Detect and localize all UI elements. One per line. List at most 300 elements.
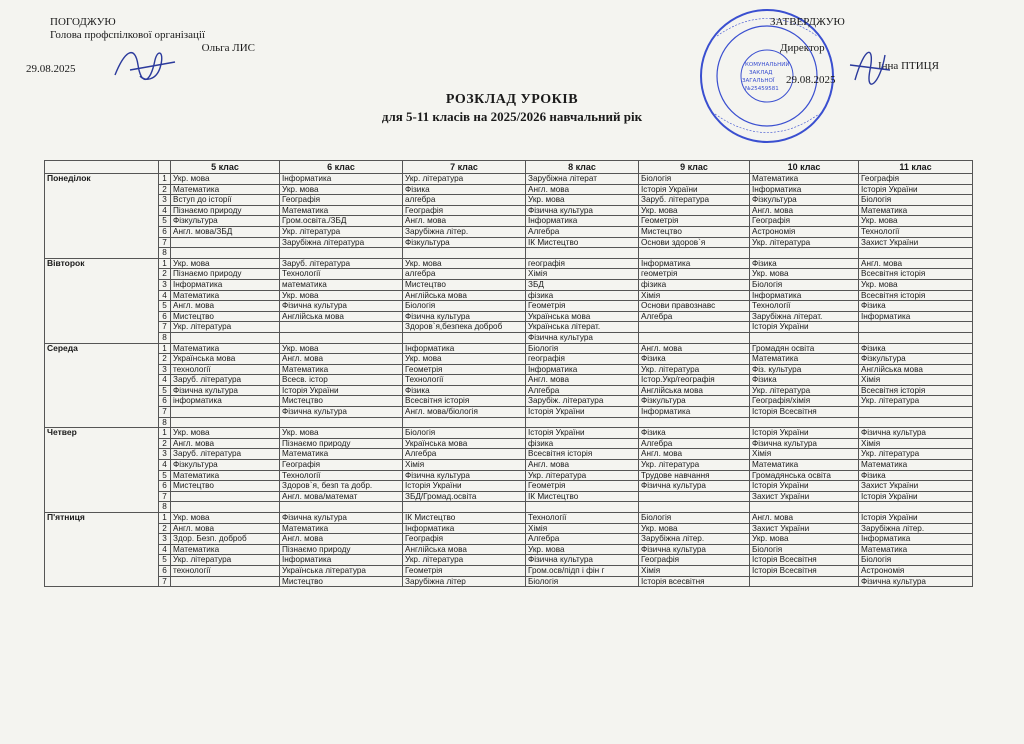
lesson-cell: Фізкультура (403, 237, 526, 248)
header-class-8: 8 клас (526, 161, 639, 174)
lesson-cell: Математика (171, 544, 280, 555)
lesson-cell: Зарубіжна літер. (859, 523, 973, 534)
schedule-header-row (45, 161, 973, 174)
lesson-cell: Фізична культура (639, 544, 750, 555)
lesson-cell: Англійська мова (403, 544, 526, 555)
lesson-cell: Математика (280, 523, 403, 534)
lesson-cell: Захист України (750, 491, 859, 502)
header-class-10: 10 клас (750, 161, 859, 174)
lesson-cell: Інформатика (280, 555, 403, 566)
schedule-row (45, 449, 973, 460)
lesson-cell: технології (171, 364, 280, 375)
schedule-row (45, 576, 973, 587)
lesson-cell: Фізика (639, 354, 750, 365)
lesson-number: 3 (159, 534, 171, 545)
lesson-cell: Технології (526, 513, 639, 524)
day-name: Четвер (45, 428, 159, 513)
lesson-cell: Українська літерат. (526, 322, 639, 333)
lesson-cell: Інформатика (859, 311, 973, 322)
lesson-cell: Зарубіжна літерат. (750, 311, 859, 322)
lesson-cell: Укр. мова (403, 258, 526, 269)
lesson-cell: Геометрія (639, 216, 750, 227)
lesson-cell: Мистецтво (171, 481, 280, 492)
schedule-row (45, 184, 973, 195)
lesson-cell: фізика (639, 279, 750, 290)
lesson-cell (750, 248, 859, 259)
lesson-cell: Мистецтво (280, 576, 403, 587)
lesson-cell: Географія (639, 555, 750, 566)
lesson-cell: ІК Мистецтво (403, 513, 526, 524)
lesson-cell: Хімія (403, 460, 526, 471)
lesson-cell: Захист України (859, 237, 973, 248)
lesson-cell: Технології (403, 375, 526, 386)
lesson-cell: Історія України (750, 428, 859, 439)
lesson-cell: Історія Всесвітня (750, 565, 859, 576)
lesson-cell: Всесвітня історія (859, 385, 973, 396)
schedule-row (45, 174, 973, 185)
lesson-cell: алгебра (403, 269, 526, 280)
lesson-cell: Біологія (750, 279, 859, 290)
lesson-cell (403, 332, 526, 343)
lesson-cell: ІК Мистецтво (526, 237, 639, 248)
lesson-cell: Громадян освіта (750, 343, 859, 354)
lesson-number: 4 (159, 290, 171, 301)
lesson-cell (750, 576, 859, 587)
svg-text:КОМУНАЛЬНИЙ: КОМУНАЛЬНИЙ (745, 62, 790, 68)
header-class-11: 11 клас (859, 161, 973, 174)
lesson-number: 3 (159, 364, 171, 375)
lesson-number: 8 (159, 502, 171, 513)
lesson-cell: Істор.Укр/географія (639, 375, 750, 386)
lesson-cell: Біологія (526, 576, 639, 587)
lesson-cell: Пізнаємо природу (171, 269, 280, 280)
lesson-cell: Математика (171, 184, 280, 195)
lesson-cell: Математика (859, 205, 973, 216)
lesson-cell: Історія України (750, 322, 859, 333)
lesson-cell: Укр. література (859, 396, 973, 407)
lesson-cell: Здор. Безп. доброб (171, 534, 280, 545)
lesson-cell: Математика (171, 470, 280, 481)
lesson-cell: Алгебра (639, 311, 750, 322)
lesson-cell: Фізична культура (859, 576, 973, 587)
lesson-cell (280, 322, 403, 333)
lesson-cell: Укр. мова (280, 184, 403, 195)
lesson-cell: Фізична культура (639, 481, 750, 492)
header-num (159, 161, 171, 174)
schedule-row (45, 417, 973, 428)
lesson-cell: Алгебра (526, 534, 639, 545)
lesson-cell: Інформатика (750, 290, 859, 301)
lesson-cell: Фізична культура (171, 385, 280, 396)
lesson-cell: Укр. мова (171, 258, 280, 269)
approval-left-date: 29.08.2025 (26, 63, 76, 75)
lesson-cell (639, 491, 750, 502)
lesson-cell: Фізична культура (750, 438, 859, 449)
header-day (45, 161, 159, 174)
lesson-cell: Інформатика (403, 523, 526, 534)
lesson-cell: Інформатика (280, 174, 403, 185)
lesson-cell: Хімія (859, 438, 973, 449)
schedule-row (45, 226, 973, 237)
lesson-cell: Математика (750, 354, 859, 365)
lesson-cell: Всесв. істор (280, 375, 403, 386)
lesson-cell: Математика (750, 460, 859, 471)
lesson-cell (859, 248, 973, 259)
lesson-cell: Фізика (750, 375, 859, 386)
lesson-cell: Геометрія (403, 565, 526, 576)
lesson-cell: Укр. мова (859, 216, 973, 227)
svg-text:ЗАКЛАД: ЗАКЛАД (749, 70, 773, 76)
lesson-cell: Фізична культура (859, 428, 973, 439)
lesson-cell: Географія (750, 216, 859, 227)
lesson-cell: Українська мова (403, 438, 526, 449)
schedule-row (45, 470, 973, 481)
lesson-number: 2 (159, 269, 171, 280)
lesson-cell: Біологія (526, 343, 639, 354)
lesson-number: 4 (159, 460, 171, 471)
schedule-row (45, 269, 973, 280)
lesson-number: 1 (159, 513, 171, 524)
lesson-cell: Пізнаємо природу (171, 205, 280, 216)
lesson-cell: алгебра (403, 195, 526, 206)
lesson-cell: Всесвітня історія (403, 396, 526, 407)
lesson-cell: Зарубіжна літерат (526, 174, 639, 185)
lesson-cell: Хімія (639, 565, 750, 576)
lesson-cell: Алгебра (526, 385, 639, 396)
lesson-number: 6 (159, 311, 171, 322)
lesson-cell: Історія України (526, 428, 639, 439)
lesson-cell: Англ. мова (526, 184, 639, 195)
lesson-cell (171, 576, 280, 587)
lesson-cell (171, 417, 280, 428)
lesson-cell: Математика (280, 449, 403, 460)
lesson-number: 4 (159, 205, 171, 216)
lesson-cell: Біологія (750, 544, 859, 555)
lesson-cell (526, 417, 639, 428)
lesson-number: 7 (159, 322, 171, 333)
schedule-row (45, 385, 973, 396)
lesson-cell: Фіз. культура (750, 364, 859, 375)
lesson-cell: Інформатика (526, 364, 639, 375)
lesson-cell: Біологія (639, 174, 750, 185)
lesson-cell: Англ. мова (526, 460, 639, 471)
schedule-row (45, 248, 973, 259)
lesson-cell (403, 417, 526, 428)
lesson-cell: Хімія (859, 375, 973, 386)
lesson-cell: Біологія (639, 513, 750, 524)
lesson-number: 2 (159, 438, 171, 449)
schedule-row (45, 279, 973, 290)
page-subtitle: для 5-11 класів на 2025/2026 навчальний рік (381, 109, 643, 124)
lesson-cell: Англ. мова/біологія (403, 407, 526, 418)
lesson-cell: Фізкультура (171, 216, 280, 227)
lesson-cell: Заруб. література (171, 375, 280, 386)
lesson-cell: Мистецтво (280, 396, 403, 407)
lesson-cell (750, 332, 859, 343)
lesson-cell: Здоров`я,безпека доброб (403, 322, 526, 333)
lesson-cell: Англ. мова (750, 513, 859, 524)
lesson-cell: Історія України (859, 184, 973, 195)
lesson-cell (280, 417, 403, 428)
lesson-cell: Зарубіжна література (280, 237, 403, 248)
schedule-row (45, 555, 973, 566)
lesson-cell: Укр. література (171, 322, 280, 333)
lesson-cell (171, 491, 280, 502)
lesson-cell: Геометрія (526, 301, 639, 312)
lesson-cell: Фізика (403, 385, 526, 396)
lesson-cell: Біологія (403, 301, 526, 312)
lesson-cell: Укр. література (280, 226, 403, 237)
lesson-cell: Англ. мова (280, 534, 403, 545)
lesson-cell: Основи правознавс (639, 301, 750, 312)
lesson-number: 3 (159, 195, 171, 206)
lesson-cell: інформатика (171, 396, 280, 407)
lesson-cell: Всесвітня історія (859, 290, 973, 301)
day-name: П'ятниця (45, 513, 159, 587)
schedule-row (45, 205, 973, 216)
lesson-cell: Англ. мова (171, 523, 280, 534)
lesson-number: 6 (159, 226, 171, 237)
approval-left-heading: ПОГОДЖУЮ (50, 16, 116, 28)
lesson-number: 8 (159, 417, 171, 428)
lesson-cell: Укр. мова (171, 174, 280, 185)
lesson-cell: Математика (750, 174, 859, 185)
lesson-cell (171, 248, 280, 259)
schedule-row (45, 534, 973, 545)
lesson-cell: Фізична культура (280, 301, 403, 312)
lesson-cell: Укр. мова (750, 534, 859, 545)
lesson-cell: ЗБД/Громад.освіта (403, 491, 526, 502)
approval-right-date: 29.08.2025 (786, 74, 836, 86)
lesson-cell (639, 502, 750, 513)
lesson-cell: Англ. мова (280, 354, 403, 365)
lesson-cell (859, 502, 973, 513)
lesson-number: 1 (159, 428, 171, 439)
schedule-row (45, 216, 973, 227)
lesson-cell: Математика (171, 290, 280, 301)
lesson-cell: Геометрія (403, 364, 526, 375)
lesson-cell: Фізкультура (639, 396, 750, 407)
lesson-number: 4 (159, 544, 171, 555)
lesson-cell: Мистецтво (171, 311, 280, 322)
lesson-number: 6 (159, 565, 171, 576)
lesson-cell: Алгебра (403, 449, 526, 460)
schedule-row (45, 364, 973, 375)
lesson-number: 2 (159, 354, 171, 365)
schedule-row (45, 407, 973, 418)
lesson-number: 3 (159, 449, 171, 460)
day-name: Середа (45, 343, 159, 428)
schedule-row (45, 428, 973, 439)
lesson-cell: Мистецтво (639, 226, 750, 237)
lesson-cell: Біологія (859, 555, 973, 566)
lesson-number: 6 (159, 396, 171, 407)
lesson-cell: Біологія (859, 195, 973, 206)
schedule-row (45, 290, 973, 301)
lesson-cell: Біологія (403, 428, 526, 439)
lesson-cell: Алгебра (639, 438, 750, 449)
lesson-cell: Англ. мова (639, 449, 750, 460)
schedule-row (45, 237, 973, 248)
header-class-6: 6 клас (280, 161, 403, 174)
lesson-cell (859, 322, 973, 333)
lesson-cell: Українська мова (526, 311, 639, 322)
lesson-cell: Історія України (859, 491, 973, 502)
lesson-cell: Фізична культура (403, 311, 526, 322)
lesson-number: 8 (159, 248, 171, 259)
lesson-number: 5 (159, 470, 171, 481)
lesson-cell: Інформатика (859, 534, 973, 545)
lesson-cell (171, 407, 280, 418)
lesson-cell: Українська мова (171, 354, 280, 365)
lesson-cell: Фізична культура (280, 513, 403, 524)
lesson-cell: Зарубіжна літер. (639, 534, 750, 545)
lesson-cell: Зарубіжна літер. (403, 226, 526, 237)
lesson-cell: Укр. література (526, 470, 639, 481)
schedule-row (45, 481, 973, 492)
lesson-cell: Зарубіжна літер (403, 576, 526, 587)
schedule-row (45, 195, 973, 206)
lesson-cell: Захист України (750, 523, 859, 534)
lesson-cell: Укр. мова (859, 279, 973, 290)
lesson-cell: Інформатика (526, 216, 639, 227)
lesson-cell: Фізика (859, 470, 973, 481)
schedule-row (45, 301, 973, 312)
lesson-cell: Фізкультура (750, 195, 859, 206)
lesson-cell (859, 332, 973, 343)
lesson-cell: Укр. література (639, 460, 750, 471)
lesson-cell: Всесвітня історія (859, 269, 973, 280)
schedule-row (45, 311, 973, 322)
lesson-cell: Укр. література (403, 555, 526, 566)
lesson-cell: Зарубіж. література (526, 396, 639, 407)
header-class-9: 9 клас (639, 161, 750, 174)
lesson-cell (750, 502, 859, 513)
lesson-cell: Заруб. література (280, 258, 403, 269)
approval-left-sign-row (50, 42, 255, 55)
lesson-cell: Інформатика (750, 184, 859, 195)
lesson-cell: Укр. мова (750, 269, 859, 280)
lesson-cell (639, 332, 750, 343)
schedule-row (45, 523, 973, 534)
lesson-cell: Технології (280, 269, 403, 280)
lesson-cell: Астрономія (750, 226, 859, 237)
lesson-cell: Хімія (750, 449, 859, 460)
lesson-cell: Географія (403, 534, 526, 545)
lesson-cell: Захист України (859, 481, 973, 492)
lesson-cell: Українська література (280, 565, 403, 576)
lesson-cell (171, 237, 280, 248)
lesson-cell: Укр. мова (280, 290, 403, 301)
lesson-cell: Англ. мова/математ (280, 491, 403, 502)
lesson-cell: Заруб. література (171, 449, 280, 460)
lesson-cell: Укр. мова (526, 544, 639, 555)
lesson-cell: Географія (280, 460, 403, 471)
lesson-cell: ЗБД (526, 279, 639, 290)
lesson-cell: Фізика (403, 184, 526, 195)
lesson-cell (639, 322, 750, 333)
lesson-cell: Технології (750, 301, 859, 312)
schedule-body (45, 174, 973, 587)
schedule-row (45, 375, 973, 386)
lesson-cell (859, 417, 973, 428)
lesson-cell: Геометрія (526, 481, 639, 492)
schedule-row (45, 258, 973, 269)
lesson-cell: Англ. мова (750, 205, 859, 216)
lesson-cell: Історія України (403, 481, 526, 492)
lesson-cell: Фізична культура (280, 407, 403, 418)
lesson-cell: Вступ до історії (171, 195, 280, 206)
day-name: Вівторок (45, 258, 159, 343)
schedule-row (45, 322, 973, 333)
schedule-table (44, 160, 973, 587)
lesson-cell: математика (280, 279, 403, 290)
lesson-cell: Історія України (750, 481, 859, 492)
lesson-cell (639, 417, 750, 428)
lesson-cell: ІК Мистецтво (526, 491, 639, 502)
approval-right-heading: ЗАТВЕРДЖУЮ (770, 16, 845, 28)
lesson-cell (171, 332, 280, 343)
lesson-cell (280, 502, 403, 513)
lesson-cell: Історія України (280, 385, 403, 396)
lesson-cell: Фізична культура (526, 555, 639, 566)
lesson-cell: Укр. мова (526, 195, 639, 206)
lesson-cell: Основи здоров`я (639, 237, 750, 248)
lesson-cell (280, 248, 403, 259)
lesson-cell: Фізика (859, 343, 973, 354)
lesson-cell: Укр. література (859, 449, 973, 460)
lesson-cell: Географія (280, 195, 403, 206)
lesson-number: 5 (159, 385, 171, 396)
lesson-number: 6 (159, 481, 171, 492)
lesson-cell: Фізика (639, 428, 750, 439)
lesson-cell: Укр. література (403, 174, 526, 185)
lesson-cell: Англ. мова (171, 438, 280, 449)
lesson-cell: Астрономія (859, 565, 973, 576)
lesson-cell (403, 248, 526, 259)
lesson-cell: Англійська мова (403, 290, 526, 301)
lesson-cell: Англ. мова (403, 216, 526, 227)
lesson-cell: Фізкультура (859, 354, 973, 365)
lesson-cell: Фізика (750, 258, 859, 269)
lesson-cell (750, 417, 859, 428)
lesson-number: 2 (159, 523, 171, 534)
lesson-cell: Громадянська освіта (750, 470, 859, 481)
lesson-cell: Фізкультура (171, 460, 280, 471)
lesson-cell: Фізична культура (403, 470, 526, 481)
lesson-cell: Математика (280, 205, 403, 216)
header-class-5: 5 клас (171, 161, 280, 174)
lesson-cell: Укр. мова (280, 428, 403, 439)
lesson-cell: Пізнаємо природу (280, 544, 403, 555)
lesson-cell: Англійська мова (859, 364, 973, 375)
schedule-row (45, 438, 973, 449)
lesson-cell (526, 502, 639, 513)
approval-right-position: Директор (780, 42, 825, 54)
lesson-cell: Хімія (526, 523, 639, 534)
lesson-cell: Фізична культура (526, 332, 639, 343)
lesson-cell: Гром.освіта./ЗБД (280, 216, 403, 227)
lesson-cell: Фізична культура (526, 205, 639, 216)
lesson-cell: географія (526, 258, 639, 269)
lesson-cell: Заруб. література (639, 195, 750, 206)
lesson-cell: Укр. література (639, 364, 750, 375)
lesson-number: 7 (159, 407, 171, 418)
lesson-number: 7 (159, 491, 171, 502)
lesson-cell: Англ. мова (639, 343, 750, 354)
lesson-number: 7 (159, 576, 171, 587)
lesson-cell: Укр. мова (639, 523, 750, 534)
